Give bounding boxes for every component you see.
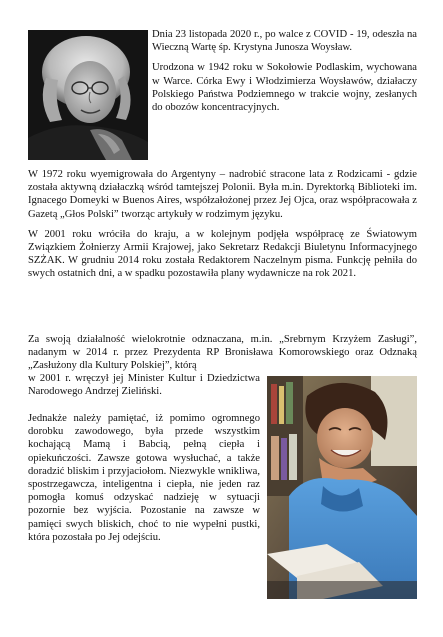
death-announcement-paragraph: Dnia 23 listopada 2020 r., po walce z COVID - 19, odeszła na Wieczną Wartę śp. Krystyna Junosza Woysław. [152, 29, 417, 54]
awards-paragraph-start [28, 333, 417, 373]
remembrance-paragraph: Jednakże należy pamiętać, iż pomimo ogromnego dorobku zawodowego, była przede wszystkim kochającą Mamą i Babcią, pełną ciepła i opiekuńczości. Zawsze gotowa wysłuchać, a także doradzić bliskim i przyjaciołom. Niezwykle wnikliwa, spostrzegawcza, inteligentna i ciepła, nie jeden raz pomogła komuś odzyskać nadzieję w sytuacji pozornie bez wyjścia. Pozostanie na zawsze w pamięci swych bliskich, choć to nie wypełni pustki, która pozostała po Jej odejściu. [28, 413, 260, 543]
argentina-paragraph: W 1972 roku wyemigrowała do Argentyny – nadrobić stracone lata z Rodzicami - gdzie została aktywną działaczką wśród tamtejszej Polonii. Była m.in. Dyrektorką Biblioteki im. Ignacego Domeyki w Buenos Aires, współzałożonej przez Jej Ojca, oraz współpracowała z Gazetą „Głos Polski” tworząc artykuły w rodzimym języku. [28, 169, 417, 220]
awards-text-continuation: w 2001 r. wręczył jej Minister Kultur i Dziedzictwa Narodowego Andrzej Zieliński. [28, 373, 260, 398]
awards-text: Za swoją działalność wielokrotnie odznaczana, m.in. „Srebrnym Krzyżem Zasługi”, nadanym w 2014 r. przez Prezydenta RP Bronisława Komorowskiego oraz Odznaką „Zasłużony dla Kultury Polskiej”, którą [28, 334, 417, 372]
portrait-photo-black-and-white [28, 30, 148, 160]
color-photo-drawing [267, 376, 417, 599]
intro-text-block [152, 28, 417, 114]
biography-birth-paragraph: Urodzona w 1942 roku w Sokołowie Podlaskim, wychowana w Warce. Córka Ewy i Włodzimierza Woysławów, działaczy Polskiego Państwa Podziemnego w trakcie wojny, zesłanych do obozów koncentracyjnych. [152, 62, 417, 114]
awards-paragraph-continuation [28, 372, 260, 398]
portrait-photo-drawing [28, 30, 148, 160]
return-to-poland-paragraph: W 2001 roku wróciła do kraju, a w kolejnym podjęła współpracę ze Światowym Związkiem Żołnierzy Armii Krajowej, jako Sekretarz Redakcji Biuletynu Informacyjnego SZŻAK. W grudniu 2014 roku została Redaktorem Naczelnym pisma. Funkcję pełniła do swych ostatnich dni, a w spadku pozostawiła plany wydawnicze na rok 2021. [28, 228, 417, 280]
closing-text-block [28, 412, 260, 544]
biography-text-block [28, 168, 417, 281]
smiling-woman-color-photo [267, 376, 417, 599]
